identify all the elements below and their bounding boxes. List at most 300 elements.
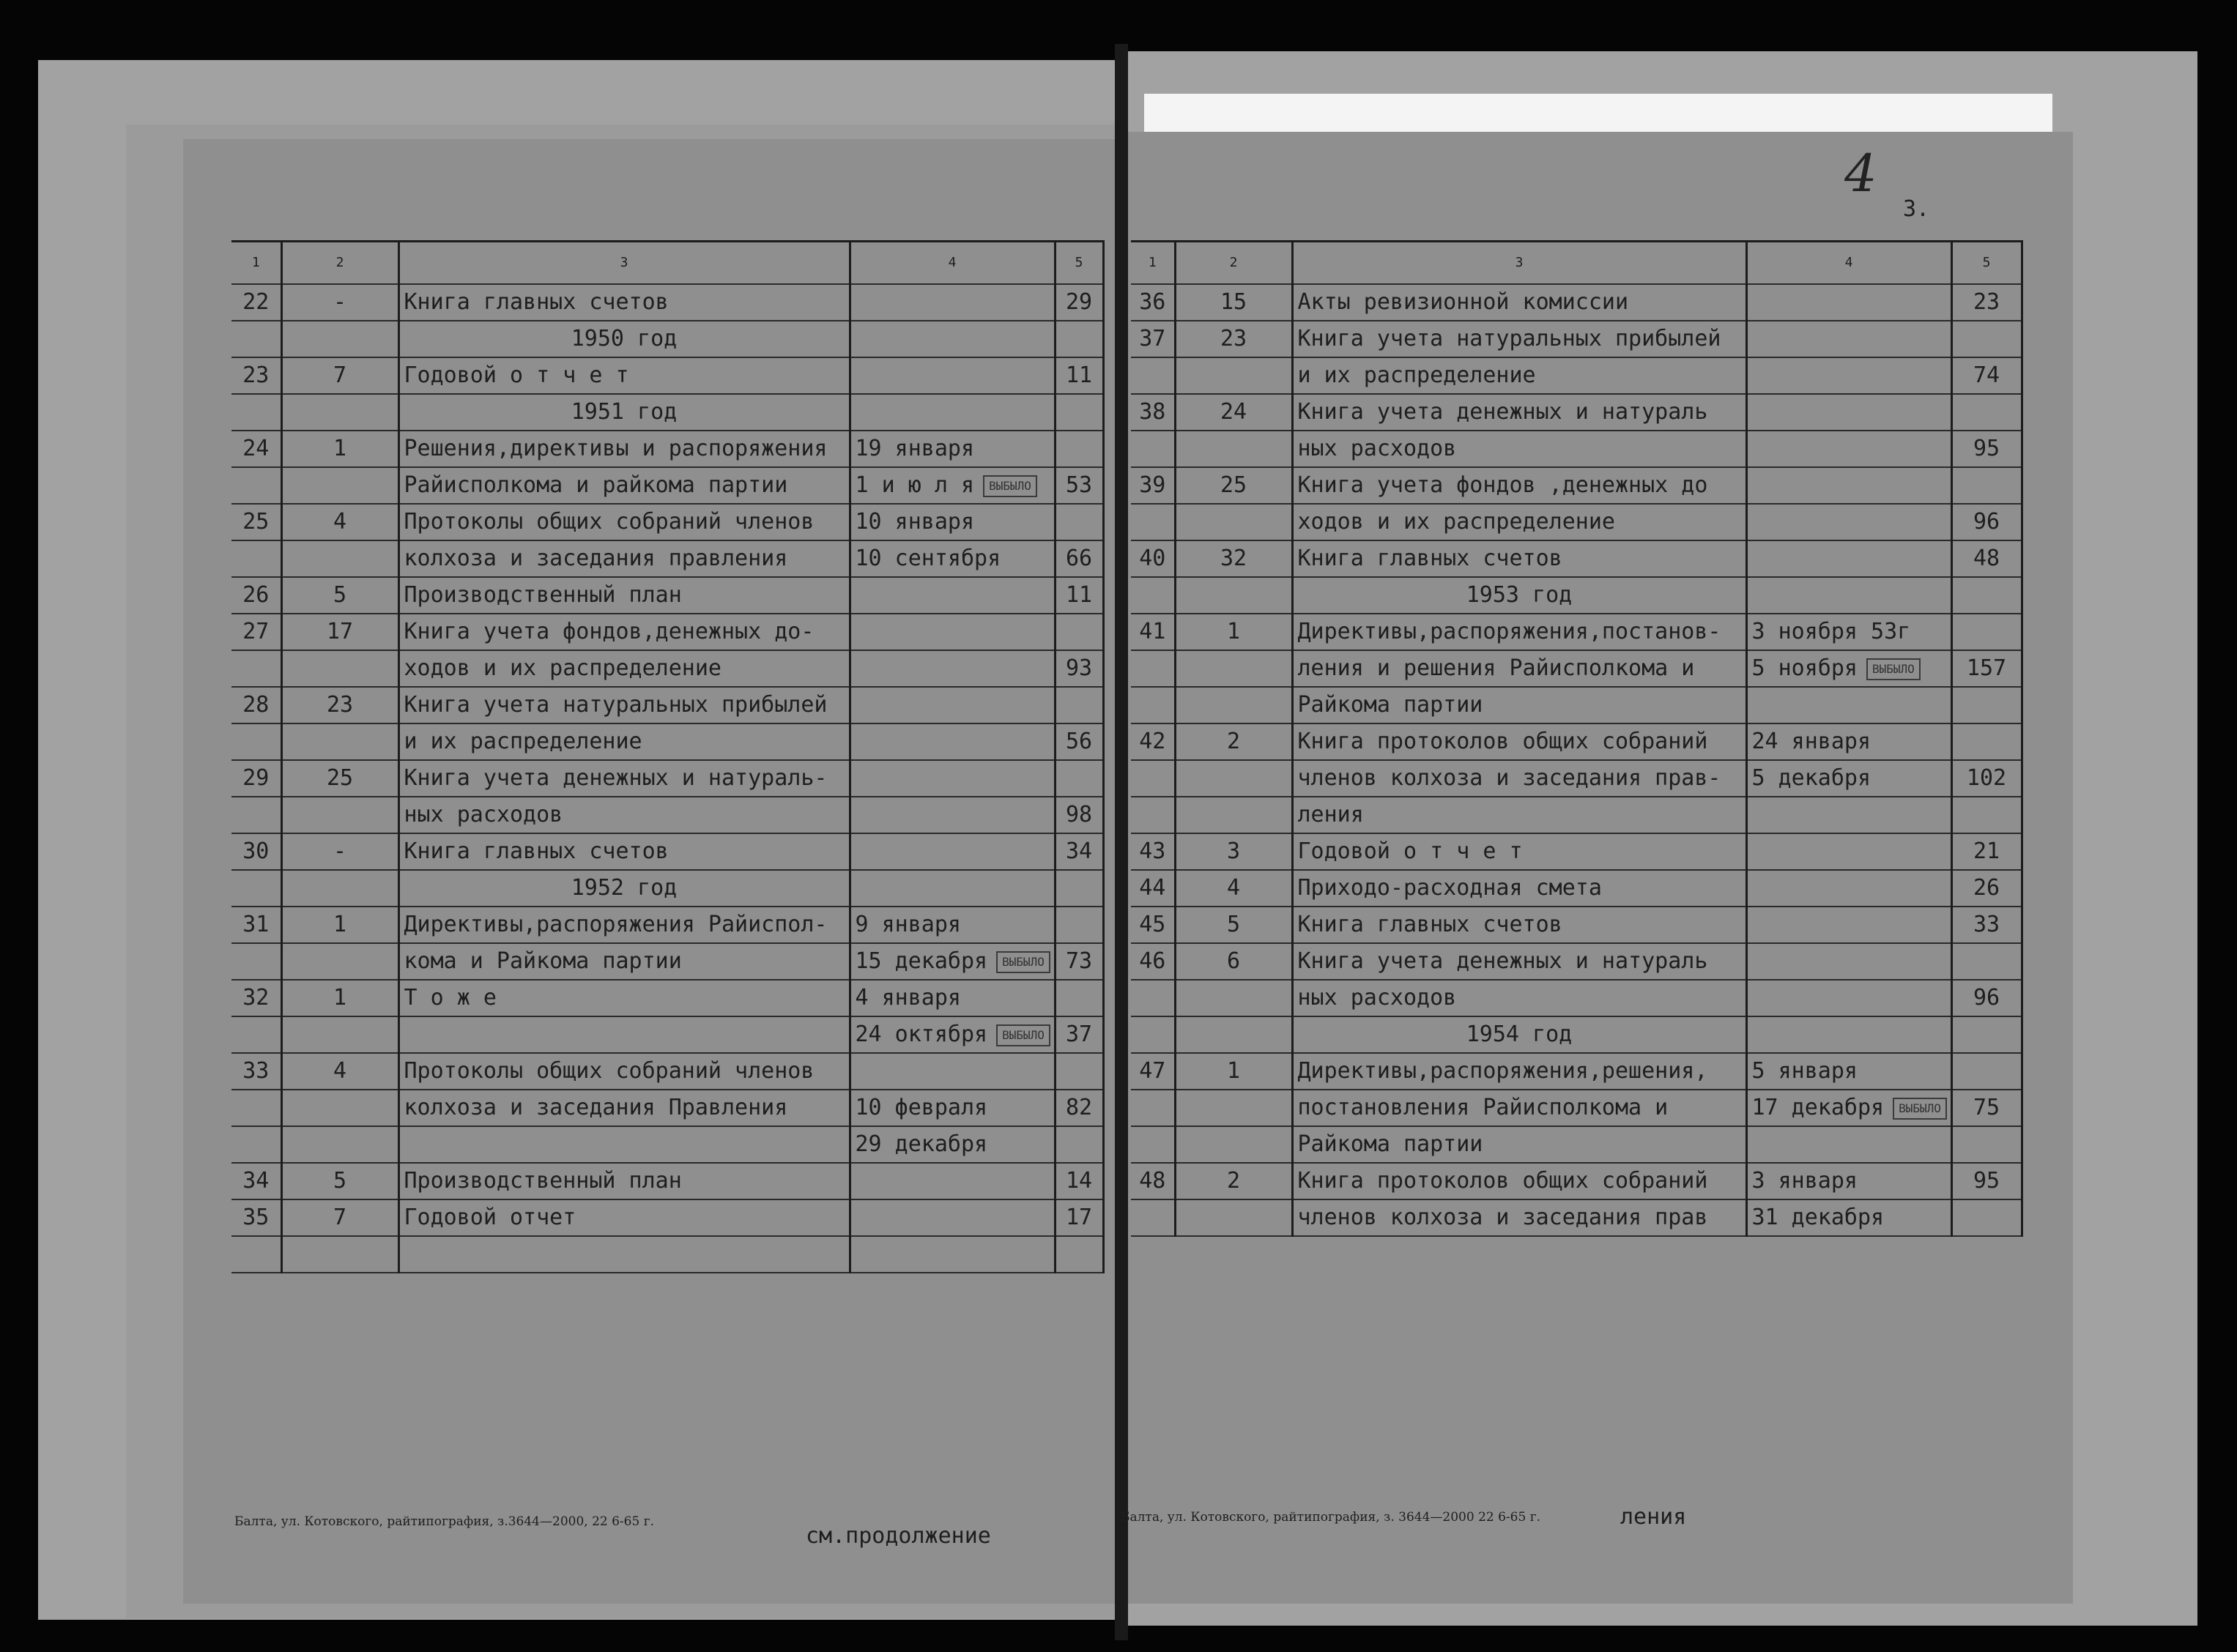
right-ledger-row: [1131, 1199, 2022, 1236]
inventory-number: [1175, 1053, 1292, 1090]
book-spine: [1115, 44, 1128, 1640]
inventory-number: [1175, 614, 1292, 650]
sheet-count: [1951, 723, 2022, 760]
inventory-number: [1175, 1016, 1292, 1053]
date-range: [1746, 504, 1951, 540]
date-range: [1746, 650, 1951, 687]
inventory-number: [281, 870, 398, 907]
sheet-count-text: 23: [1973, 289, 2000, 315]
record-number-text: 37: [1139, 326, 1166, 351]
year-heading-text: 1951 год: [571, 399, 678, 425]
left-ledger-row: [231, 357, 1103, 394]
sheet-count-text: 93: [1065, 655, 1093, 681]
sheet-count: [1951, 1126, 2022, 1163]
sheet-count-text: 96: [1973, 509, 2000, 535]
record-title: [1292, 1090, 1746, 1126]
left-ledger-row: [231, 394, 1103, 431]
date-range-text: 17 декабря: [1751, 1095, 1885, 1120]
left-ledger-row: [231, 1199, 1103, 1236]
record-title: [1292, 431, 1746, 467]
record-number: [1131, 980, 1175, 1016]
record-number-text: 43: [1139, 838, 1166, 864]
date-range-text: 5 января: [1751, 1058, 1858, 1084]
year-heading-text: 1954 год: [1466, 1022, 1573, 1047]
col-header-5: 5: [1951, 242, 2022, 285]
date-range: [850, 797, 1055, 833]
record-number-text: 34: [242, 1168, 270, 1194]
record-number-text: 27: [242, 619, 270, 644]
record-title-text: Т о ж е: [404, 985, 497, 1011]
record-number: [231, 1199, 281, 1236]
sheet-count: [1055, 467, 1103, 504]
sheet-count-text: 34: [1065, 838, 1093, 864]
inventory-number: [1175, 357, 1292, 394]
col-header-3: 3: [1292, 242, 1746, 285]
inventory-number-text: 7: [333, 362, 347, 388]
record-title-text: Книга учета натуральных прибылей: [404, 692, 828, 718]
left-ledger-row: [231, 431, 1103, 467]
sheet-count-text: 26: [1973, 875, 2000, 901]
date-range: [850, 723, 1055, 760]
record-number-text: 47: [1139, 1058, 1166, 1084]
inventory-number: [281, 1016, 398, 1053]
left-ledger-row: [231, 321, 1103, 357]
inventory-number-text: 15: [1220, 289, 1247, 315]
right-ledger-row: [1131, 284, 2022, 321]
left-ledger-row: [231, 760, 1103, 797]
inventory-number-text: 1: [333, 985, 347, 1011]
sheet-count: [1055, 321, 1103, 357]
left-imprint: Балта, ул. Котовского, райтипография, з.3644—2000, 22 6-65 г.: [234, 1514, 655, 1529]
date-range-text: 5 декабря: [1751, 765, 1871, 791]
record-title: [1292, 943, 1746, 980]
record-number: [231, 797, 281, 833]
inventory-number: [1175, 980, 1292, 1016]
record-title: [398, 723, 850, 760]
record-title: [1292, 321, 1746, 357]
record-title: [398, 943, 850, 980]
record-title: [1292, 467, 1746, 504]
record-number-text: 25: [242, 509, 270, 535]
left-ledger-row: [231, 723, 1103, 760]
withdrawn-stamp: ВЫБЫЛО: [996, 1024, 1050, 1046]
right-imprint: Балта, ул. Котовского, райтипография, з. 3644—2000 22 6-65 г.: [1121, 1510, 1541, 1525]
date-range: [1746, 431, 1951, 467]
inventory-number: [1175, 1126, 1292, 1163]
date-range: [850, 1199, 1055, 1236]
record-title-text: колхоза и заседания правления: [404, 546, 788, 571]
sheet-count: [1951, 394, 2022, 431]
left-ledger-row: [231, 907, 1103, 943]
date-range: [850, 907, 1055, 943]
header-row: [1131, 242, 2022, 285]
date-range: [850, 1126, 1055, 1163]
record-title-text: Годовой отчет: [404, 1205, 576, 1230]
right-ledger-row: [1131, 394, 2022, 431]
record-title: [1292, 980, 1746, 1016]
record-number: [231, 1090, 281, 1126]
date-range: [1746, 687, 1951, 723]
record-number: [231, 723, 281, 760]
record-title: [1292, 760, 1746, 797]
inventory-number: [281, 540, 398, 577]
record-title: [398, 797, 850, 833]
inventory-number-text: 17: [326, 619, 354, 644]
record-number: [231, 431, 281, 467]
inventory-number: [281, 723, 398, 760]
sheet-count: [1055, 540, 1103, 577]
inventory-number-text: 2: [1226, 1168, 1241, 1194]
col-header-3: 3: [398, 242, 850, 285]
record-title: [1292, 284, 1746, 321]
record-title-text: ных расходов: [1297, 436, 1457, 461]
right-ledger-row: [1131, 357, 2022, 394]
record-number: [231, 650, 281, 687]
record-title: [1292, 504, 1746, 540]
record-title-text: и их распределение: [1297, 362, 1536, 388]
sheet-count: [1055, 357, 1103, 394]
record-title: [398, 687, 850, 723]
record-number: [1131, 760, 1175, 797]
record-title: [1292, 797, 1746, 833]
record-number: [231, 870, 281, 907]
record-number-text: 46: [1139, 948, 1166, 974]
inventory-number: [1175, 431, 1292, 467]
date-range-text: 24 января: [1751, 729, 1871, 754]
left-ledger-row: [231, 577, 1103, 614]
sheet-count: [1951, 870, 2022, 907]
date-range-text: 3 января: [1751, 1168, 1858, 1194]
inventory-number: [1175, 907, 1292, 943]
sheet-count-text: 14: [1065, 1168, 1093, 1194]
inventory-number: [281, 907, 398, 943]
sheet-count: [1055, 1126, 1103, 1163]
record-number: [231, 1163, 281, 1199]
date-range: [850, 760, 1055, 797]
sheet-count-text: 56: [1065, 729, 1093, 754]
sheet-count: [1055, 1016, 1103, 1053]
right-ledger-row: [1131, 540, 2022, 577]
record-title-text: Книга учета натуральных прибылей: [1297, 326, 1721, 351]
record-title-text: Акты ревизионной комиссии: [1297, 289, 1629, 315]
sheet-count: [1951, 577, 2022, 614]
inventory-number: [281, 1236, 398, 1273]
date-range: [850, 357, 1055, 394]
record-number: [231, 1053, 281, 1090]
record-number: [1131, 540, 1175, 577]
sheet-count: [1055, 431, 1103, 467]
record-number: [231, 357, 281, 394]
record-number-text: 40: [1139, 546, 1166, 571]
record-number-text: 26: [242, 582, 270, 608]
record-number: [231, 1016, 281, 1053]
sheet-count: [1951, 1053, 2022, 1090]
left-ledger-row: [231, 614, 1103, 650]
sheet-count-text: 11: [1065, 582, 1093, 608]
right-ledger-row: [1131, 797, 2022, 833]
record-title: [398, 980, 850, 1016]
date-range: [850, 980, 1055, 1016]
record-title: [398, 907, 850, 943]
left-ledger-row: [231, 504, 1103, 540]
sheet-count: [1951, 321, 2022, 357]
sheet-count: [1055, 504, 1103, 540]
record-number: [1131, 687, 1175, 723]
right-ledger-row: [1131, 870, 2022, 907]
right-ledger-row: [1131, 943, 2022, 980]
sheet-count-text: 102: [1966, 765, 2007, 791]
date-range-text: 10 февраля: [855, 1095, 988, 1120]
inventory-number-text: 32: [1220, 546, 1247, 571]
record-title-text: Книга главных счетов: [1297, 546, 1562, 571]
inventory-number-text: 6: [1226, 948, 1241, 974]
right-ledger-row: [1131, 760, 2022, 797]
sheet-count: [1951, 1163, 2022, 1199]
record-number-text: 29: [242, 765, 270, 791]
left-ledger-row: [231, 943, 1103, 980]
inventory-number: [1175, 321, 1292, 357]
inventory-number: [281, 797, 398, 833]
left-ledger-row: [231, 1163, 1103, 1199]
record-title-text: Книга учета фондов,денежных до-: [404, 619, 815, 644]
inventory-number: [281, 1126, 398, 1163]
date-range: [850, 870, 1055, 907]
inventory-number: [281, 650, 398, 687]
sheet-count: [1951, 797, 2022, 833]
record-number-text: 35: [242, 1205, 270, 1230]
record-title-text: Райкома партии: [1297, 692, 1483, 718]
date-range: [1746, 394, 1951, 431]
left-ledger-row: [231, 870, 1103, 907]
sheet-count-text: 74: [1973, 362, 2000, 388]
inventory-number: [281, 1163, 398, 1199]
record-title: [1292, 650, 1746, 687]
record-number-text: 39: [1139, 472, 1166, 498]
sheet-count: [1951, 1199, 2022, 1236]
right-ledger-row: [1131, 980, 2022, 1016]
date-range: [1746, 357, 1951, 394]
inventory-number: [1175, 797, 1292, 833]
col-header-1: 1: [1131, 242, 1175, 285]
record-number: [231, 504, 281, 540]
record-title-text: колхоза и заседания Правления: [404, 1095, 788, 1120]
sheet-count: [1951, 943, 2022, 980]
sheet-count: [1951, 907, 2022, 943]
record-title-text: Книга протоколов общих собраний: [1297, 729, 1708, 754]
record-number: [231, 284, 281, 321]
date-range-text: 10 сентября: [855, 546, 1001, 571]
inventory-number-text: 4: [333, 509, 347, 535]
inventory-number: [281, 431, 398, 467]
left-ledger-row: [231, 833, 1103, 870]
date-range: [850, 431, 1055, 467]
date-range: [1746, 284, 1951, 321]
right-ledger-row: [1131, 1163, 2022, 1199]
left-ledger-row: [231, 1126, 1103, 1163]
sheet-count: [1055, 394, 1103, 431]
inventory-number: [1175, 394, 1292, 431]
inventory-number: [281, 394, 398, 431]
record-number-text: 31: [242, 912, 270, 937]
record-number: [1131, 1016, 1175, 1053]
inventory-number-text: 3: [1226, 838, 1241, 864]
inventory-number: [281, 943, 398, 980]
col-header-1: 1: [231, 242, 281, 285]
sheet-count-text: 21: [1973, 838, 2000, 864]
record-title: [398, 1090, 850, 1126]
inventory-number: [281, 357, 398, 394]
date-range-text: 10 января: [855, 509, 975, 535]
record-number: [1131, 1053, 1175, 1090]
record-title-text: Годовой о т ч е т: [1297, 838, 1523, 864]
inventory-number: [1175, 1199, 1292, 1236]
sheet-count: [1951, 1016, 2022, 1053]
right-ledger-row: [1131, 1126, 2022, 1163]
record-number: [231, 467, 281, 504]
date-range: [850, 943, 1055, 980]
sheet-count: [1951, 614, 2022, 650]
record-title: [1292, 357, 1746, 394]
record-title-text: ления: [1297, 802, 1364, 827]
inventory-number: [1175, 467, 1292, 504]
header-row: [231, 242, 1103, 285]
record-number: [1131, 577, 1175, 614]
record-number-text: 23: [242, 362, 270, 388]
record-title-text: Годовой о т ч е т: [404, 362, 629, 388]
record-title-text: Книга учета фондов ,денежных до: [1297, 472, 1708, 498]
right-trailing-text: ления: [1620, 1504, 1687, 1530]
sheet-count: [1055, 577, 1103, 614]
inventory-number-text: 1: [1226, 1058, 1241, 1084]
record-title: [398, 504, 850, 540]
year-heading-text: 1953 год: [1466, 582, 1573, 608]
right-ledger-row: [1131, 1053, 2022, 1090]
record-number-text: 42: [1139, 729, 1166, 754]
year-heading: [398, 394, 850, 431]
sheet-count: [1055, 1163, 1103, 1199]
record-title-text: ных расходов: [404, 802, 563, 827]
withdrawn-stamp: ВЫБЫЛО: [1866, 658, 1921, 680]
record-title: [398, 467, 850, 504]
inventory-number-text: 1: [1226, 619, 1241, 644]
inventory-number: [1175, 943, 1292, 980]
right-ledger-row: [1131, 907, 2022, 943]
record-title-text: ходов и их распределение: [404, 655, 721, 681]
right-ledger-row: [1131, 467, 2022, 504]
inventory-number-text: -: [333, 838, 347, 864]
record-title: [1292, 870, 1746, 907]
sheet-count: [1055, 723, 1103, 760]
record-number-text: 32: [242, 985, 270, 1011]
record-title: [1292, 1199, 1746, 1236]
withdrawn-stamp: ВЫБЫЛО: [1893, 1098, 1947, 1120]
date-range-text: 24 октября: [855, 1022, 988, 1047]
record-number: [231, 833, 281, 870]
date-range: [1746, 943, 1951, 980]
inventory-number: [281, 687, 398, 723]
date-range-text: 31 декабря: [1751, 1205, 1885, 1230]
inventory-number: [281, 321, 398, 357]
record-number: [1131, 833, 1175, 870]
sheet-count: [1055, 284, 1103, 321]
sheet-count: [1055, 760, 1103, 797]
date-range: [850, 650, 1055, 687]
record-title: [398, 614, 850, 650]
sheet-count: [1951, 650, 2022, 687]
record-number-text: 45: [1139, 912, 1166, 937]
date-range: [1746, 1016, 1951, 1053]
record-number-text: 30: [242, 838, 270, 864]
sheet-count-text: 17: [1065, 1205, 1093, 1230]
sheet-count: [1055, 687, 1103, 723]
inventory-number: [281, 980, 398, 1016]
record-title-text: Протоколы общих собраний членов: [404, 1058, 815, 1084]
inventory-number: [1175, 540, 1292, 577]
inventory-number: [1175, 687, 1292, 723]
date-range: [1746, 723, 1951, 760]
sheet-count: [1055, 833, 1103, 870]
inventory-number-text: 25: [326, 765, 354, 791]
left-ledger-row: [231, 1236, 1103, 1273]
left-ledger-row: [231, 1090, 1103, 1126]
sheet-count: [1951, 1090, 2022, 1126]
year-heading: [398, 321, 850, 357]
record-title: [398, 1199, 850, 1236]
record-number: [231, 1126, 281, 1163]
record-number: [1131, 504, 1175, 540]
record-title-text: постановления Райисполкома и: [1297, 1095, 1669, 1120]
record-number: [231, 1236, 281, 1273]
date-range: [1746, 1053, 1951, 1090]
inventory-number: [1175, 1090, 1292, 1126]
sheet-count: [1951, 980, 2022, 1016]
record-title-text: Книга главных счетов: [1297, 912, 1562, 937]
date-range: [1746, 467, 1951, 504]
record-title: [398, 540, 850, 577]
record-title: [1292, 540, 1746, 577]
record-title-text: и их распределение: [404, 729, 642, 754]
date-range: [850, 833, 1055, 870]
sheet-count: [1951, 431, 2022, 467]
inventory-number-text: 1: [333, 436, 347, 461]
date-range: [1746, 614, 1951, 650]
record-title-text: Книга главных счетов: [404, 289, 669, 315]
record-number: [1131, 284, 1175, 321]
date-range: [850, 504, 1055, 540]
right-ledger-row: [1131, 650, 2022, 687]
left-ledger-row: [231, 284, 1103, 321]
inventory-number: [281, 1053, 398, 1090]
right-ledger-row: [1131, 614, 2022, 650]
date-range: [1746, 1090, 1951, 1126]
record-number-text: 28: [242, 692, 270, 718]
record-title-text: Райкома партии: [1297, 1131, 1483, 1157]
date-range: [850, 1163, 1055, 1199]
record-title-text: Книга протоколов общих собраний: [1297, 1168, 1708, 1194]
date-range: [850, 614, 1055, 650]
record-number-text: 22: [242, 289, 270, 315]
sheet-count: [1951, 760, 2022, 797]
date-range: [1746, 760, 1951, 797]
sheet-count: [1951, 833, 2022, 870]
right-ledger-row: [1131, 723, 2022, 760]
year-heading: [1292, 577, 1746, 614]
record-number: [1131, 1126, 1175, 1163]
record-number: [1131, 1199, 1175, 1236]
left-ledger-row: [231, 980, 1103, 1016]
left-ledger-row: [231, 687, 1103, 723]
date-range: [1746, 540, 1951, 577]
